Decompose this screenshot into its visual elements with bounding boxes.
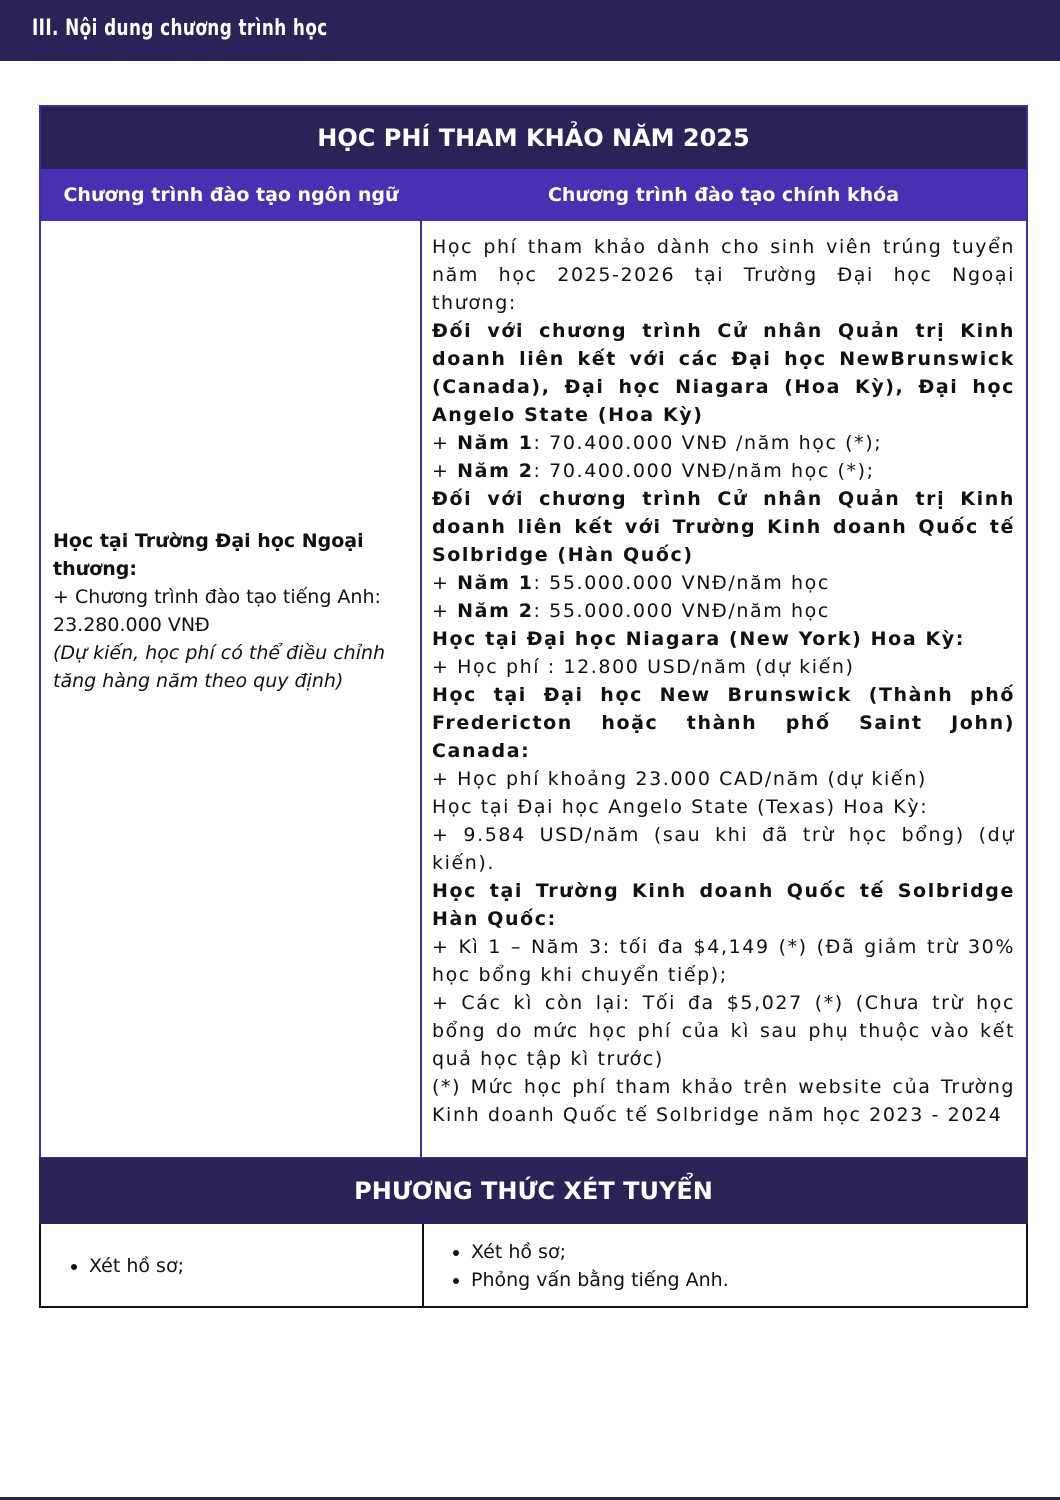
column-header-row xyxy=(41,169,1026,221)
main-program-cell xyxy=(432,233,1015,1129)
list-item: • Phỏng vấn bằng tiếng Anh. xyxy=(471,1266,1031,1294)
column-divider xyxy=(420,221,422,1159)
tuition-table xyxy=(39,105,1028,1159)
main-cell-intro: Học phí tham khảo dành cho sinh viên trúng tuyển năm học 2025-2026 tại Trường Đại học Ngoại thương: xyxy=(432,236,1015,314)
program1-year1: + Năm 1: 70.400.000 VNĐ /năm học (*); xyxy=(432,432,883,454)
language-cell-fee: + Chương trình đào tạo tiếng Anh: 23.280.000 VNĐ xyxy=(53,586,381,636)
admission-table xyxy=(39,1224,1028,1308)
tuition-table-title: HỌC PHÍ THAM KHẢO NĂM 2025 xyxy=(41,107,1026,169)
list-item: • Xét hồ sơ; xyxy=(89,1252,429,1280)
language-program-cell xyxy=(53,527,413,695)
program1-year2: + Năm 2: 70.400.000 VNĐ/năm học (*); xyxy=(432,460,875,482)
niagara-fee: + Học phí : 12.800 USD/năm (dự kiến) xyxy=(432,656,855,678)
admission-list-language xyxy=(63,1252,429,1280)
angelo-state-fee: + 9.584 USD/năm (sau khi đã trừ học bổng) (dự kiến). xyxy=(432,824,1015,874)
section-title: III. Nội dung chương trình học xyxy=(32,16,328,41)
angelo-state-heading: Học tại Đại học Angelo State (Texas) Hoa Kỳ: xyxy=(432,796,929,818)
niagara-heading: Học tại Đại học Niagara (New York) Hoa Kỳ: xyxy=(432,628,965,650)
solbridge-footnote: (*) Mức học phí tham khảo trên website của Trường Kinh doanh Quốc tế Solbridge năm học 2023 - 2024 xyxy=(432,1076,1015,1126)
solbridge-fee-1: + Kì 1 – Năm 3: tối đa $4,149 (*) (Đã giảm trừ 30% học bổng khi chuyển tiếp); xyxy=(432,936,1015,986)
new-brunswick-fee: + Học phí khoảng 23.000 CAD/năm (dự kiến) xyxy=(432,768,927,790)
admission-list-main xyxy=(445,1238,1031,1294)
program2-heading: Đối với chương trình Cử nhân Quản trị Kinh doanh liên kết với Trường Kinh doanh Quốc tế Solbridge (Hàn Quốc) xyxy=(432,488,1015,566)
column-header-language: Chương trình đào tạo ngôn ngữ xyxy=(63,184,399,206)
language-cell-note: (Dự kiến, học phí có thể điều chỉnh tăng hàng năm theo quy định) xyxy=(53,642,386,692)
language-cell-heading: Học tại Trường Đại học Ngoại thương: xyxy=(53,530,364,580)
program1-heading: Đối với chương trình Cử nhân Quản trị Kinh doanh liên kết với các Đại học NewBrunswick (Canada), Đại học Niagara (Hoa Kỳ), Đại học Angelo State (Hoa Kỳ) xyxy=(432,320,1015,426)
program2-year2: + Năm 2: 55.000.000 VNĐ/năm học xyxy=(432,600,830,622)
column-header-main: Chương trình đào tạo chính khóa xyxy=(547,184,900,206)
program2-year1: + Năm 1: 55.000.000 VNĐ/năm học xyxy=(432,572,830,594)
new-brunswick-heading: Học tại Đại học New Brunswick (Thành phố Fredericton hoặc thành phố Saint John) Canada: xyxy=(432,684,1015,762)
section-header-bar xyxy=(0,0,1060,61)
list-item: • Xét hồ sơ; xyxy=(471,1238,1031,1266)
admission-title: PHƯƠNG THỨC XÉT TUYỂN xyxy=(39,1158,1028,1224)
solbridge-fee-2: + Các kì còn lại: Tối đa $5,027 (*) (Chưa trừ học bổng do mức học phí của kì sau phụ thuộc vào kết quả học tập kì trước) xyxy=(432,992,1015,1070)
solbridge-heading: Học tại Trường Kinh doanh Quốc tế Solbridge Hàn Quốc: xyxy=(432,880,1015,930)
